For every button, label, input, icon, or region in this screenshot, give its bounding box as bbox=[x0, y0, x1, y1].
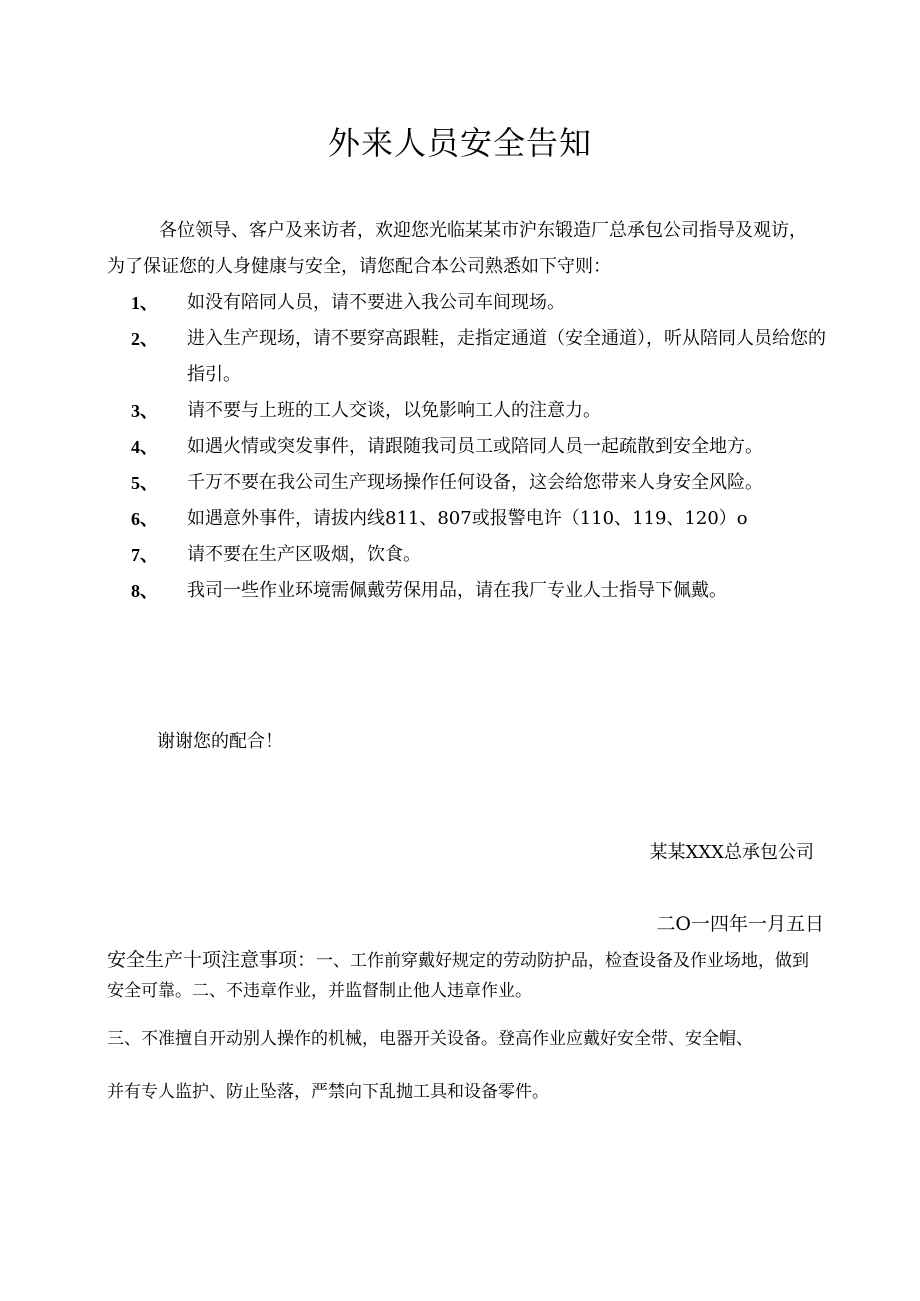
rule-number: 5、 bbox=[131, 473, 158, 493]
rules-list bbox=[107, 285, 827, 609]
rule-number: 1、 bbox=[131, 293, 158, 313]
document-date: 二O一四年一月五日 bbox=[656, 913, 824, 935]
rule-item bbox=[107, 321, 827, 393]
thanks-text: 谢谢您的配合！ bbox=[157, 731, 283, 752]
intro-paragraph: 各位领导、客户及来访者，欢迎您光临某某市沪东锻造厂总承包公司指导及观访，为了保证您的人身健康与安全，请您配合本公司熟悉如下守则： bbox=[107, 220, 807, 277]
rule-text: 进入生产现场，请不要穿高跟鞋，走指定通道（安全通道），听从陪同人员给您的指引。 bbox=[187, 328, 826, 385]
page-title: 外来人员安全告知 bbox=[327, 124, 592, 162]
rule-number: 8、 bbox=[131, 581, 158, 601]
rule-text: 千万不要在我公司生产现场操作任何设备，这会给您带来人身安全风险。 bbox=[187, 472, 763, 493]
rule-text: 请不要在生产区吸烟，饮食。 bbox=[187, 544, 421, 565]
safety-notes-paragraph: 一、工作前穿戴好规定的劳动防护品，检查设备及作业场地，做到安全可靠。二、不违章作业，并监督制止他人违章作业。 bbox=[107, 951, 810, 1001]
rule-item bbox=[107, 537, 827, 573]
rule-number: 2、 bbox=[131, 329, 158, 349]
safety-note-line: 并有专人监护、防止坠落，严禁向下乱抛工具和设备零件。 bbox=[107, 1082, 549, 1102]
rule-item bbox=[107, 429, 827, 465]
safety-note-line: 三、不准擅自开动别人操作的机械，电器开关设备。登高作业应戴好安全带、安全帽、 bbox=[107, 1029, 753, 1049]
rule-number: 6、 bbox=[131, 509, 158, 529]
safety-notes-heading: 安全生产十项注意事项： bbox=[107, 949, 317, 971]
rule-item bbox=[107, 573, 827, 609]
rule-number: 7、 bbox=[131, 545, 158, 565]
rule-number: 4、 bbox=[131, 437, 158, 457]
rule-text: 我司一些作业环境需佩戴劳保用品，请在我厂专业人士指导下佩戴。 bbox=[187, 580, 727, 601]
rule-text: 请不要与上班的工人交谈，以免影响工人的注意力。 bbox=[187, 400, 601, 421]
rule-text: 如遇火情或突发事件，请跟随我司员工或陪同人员一起疏散到安全地方。 bbox=[187, 436, 763, 457]
rule-item bbox=[107, 393, 827, 429]
rule-item bbox=[107, 285, 827, 321]
rule-item bbox=[107, 465, 827, 501]
rule-item bbox=[107, 501, 827, 537]
rule-text: 如遇意外事件，请拔内线811、807或报警电许（110、119、120）o bbox=[187, 508, 748, 529]
rule-text: 如没有陪同人员，请不要进入我公司车间现场。 bbox=[187, 292, 565, 313]
rule-number: 3、 bbox=[131, 401, 158, 421]
company-signature: 某某XXX总承包公司 bbox=[649, 842, 814, 863]
safety-notes bbox=[107, 945, 819, 1006]
